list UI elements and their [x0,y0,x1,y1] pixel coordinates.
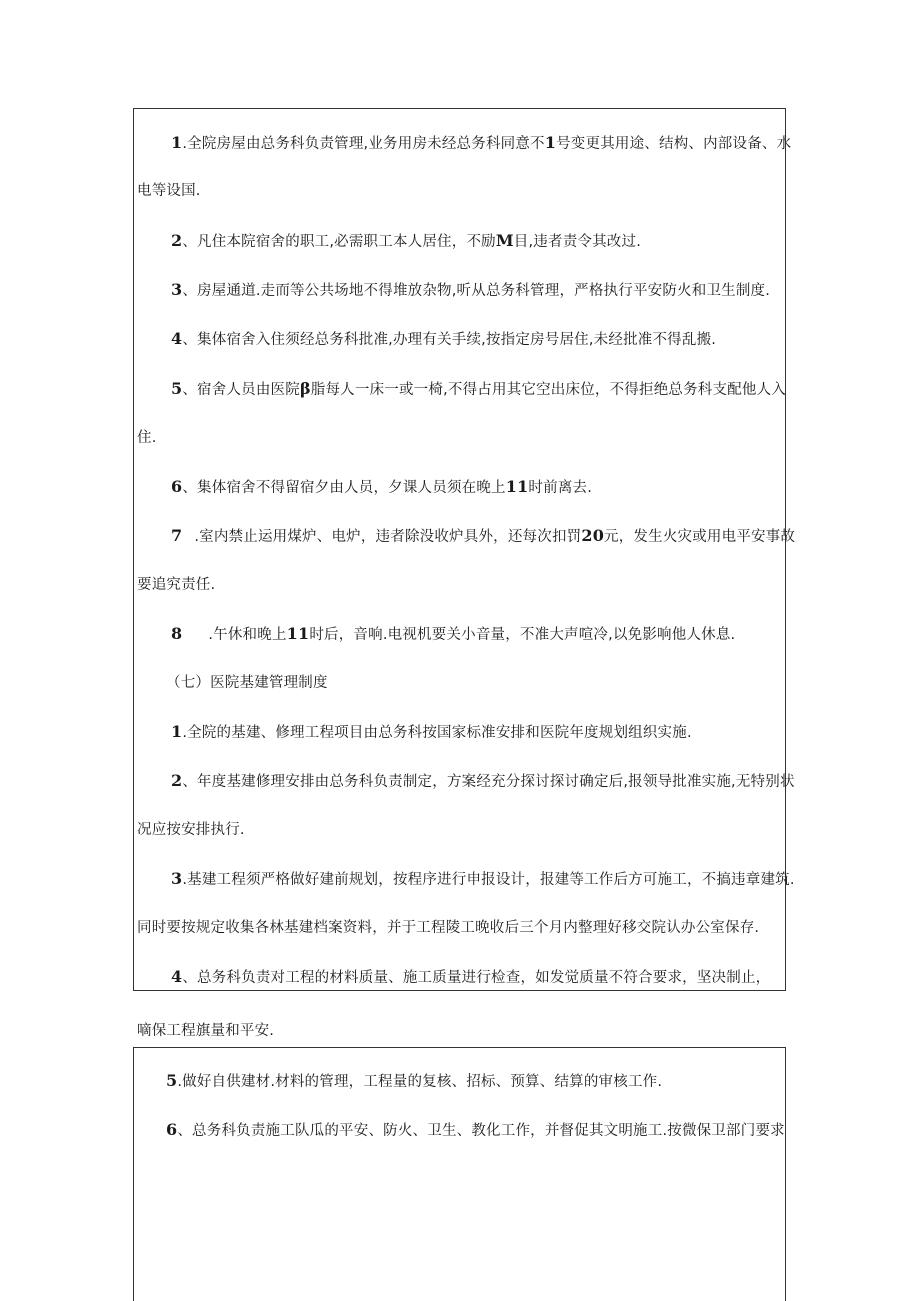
construction-rule-3-line-2: 同时要按规定收集各林基建档案资料，并于工程陵工晚收后三个月内整理好移交院认办公室保存. [137,920,760,936]
rule-2: 2、凡住本院宿舍的职工,必需职工本人居住，不励M目,违者责令其改过. [171,231,641,250]
rule-6: 6、集体宿舍不得留宿夕由人员，夕课人员须在晚上11时前离去. [171,477,593,496]
construction-rule-6: 6、总务科负责施工队瓜的平安、防火、卫生、教化工作，并督促其文明施工.按微保卫部门要求 [166,1120,785,1139]
rule-5-line-2: 住. [137,430,157,446]
rule-5-line-1: 5、宿舍人员由医院β脂每人一床一或一椅,不得占用其它空出床位，不得拒绝总务科支配他人入 [171,379,786,398]
section-heading: （七）医院基建管理制度 [166,675,328,691]
rule-4: 4、集体宿舍入住须经总务科批准,办理有关手续,按指定房号居住,未经批准不得乱搬. [171,329,717,348]
rule-1-line-2: 电等设国. [137,183,201,199]
construction-rule-1: 1.全院的基建、修理工程项目由总务科按国家标准安排和医院年度规划组织实施. [171,722,692,741]
construction-rule-2-line-1: 2、年度基建修理安排由总务科负责制定，方案经充分探讨探讨确定后,报领导批准实施,无特别状 [171,771,795,790]
construction-rule-5: 5.做好自供建材.材料的管理，工程量的复核、招标、预算、结算的审核工作. [166,1071,663,1090]
construction-rule-4: 4、总务科负责对工程的材料质量、施工质量进行检查，如发觉质量不符合要求，坚决制止， [171,967,771,986]
rule-3: 3、房屋通道.走而等公共场地不得堆放杂物,听从总务科管理，严格执行平安防火和卫生制度. [171,280,771,299]
page-continuation: 嘀保工程旗量和平安. [137,1023,275,1039]
rule-8: 8 .午休和晚上11时后，音响.电视机要关小音量，不准大声喧冷,以免影响他人休息. [171,624,736,643]
rule-7-line-1: 7 .室内禁止运用煤炉、电炉，违者除没收炉具外，还每次扣罚20元，发生火灾或用电平安事故 [171,526,796,545]
construction-rule-3-line-1: 3.基建工程须严格做好建前规划，按程序进行申报设计，报建等工作后方可施工，不搞违章建筑. [171,869,795,888]
rule-1-line-1: 1.全院房屋由总务科负责管理,业务用房未经总务科同意不1号变更其用途、结构、内部设备、水 [171,133,792,152]
rule-7-line-2: 要追究责任. [137,577,216,593]
construction-rule-2-line-2: 况应按安排执行. [137,822,245,838]
